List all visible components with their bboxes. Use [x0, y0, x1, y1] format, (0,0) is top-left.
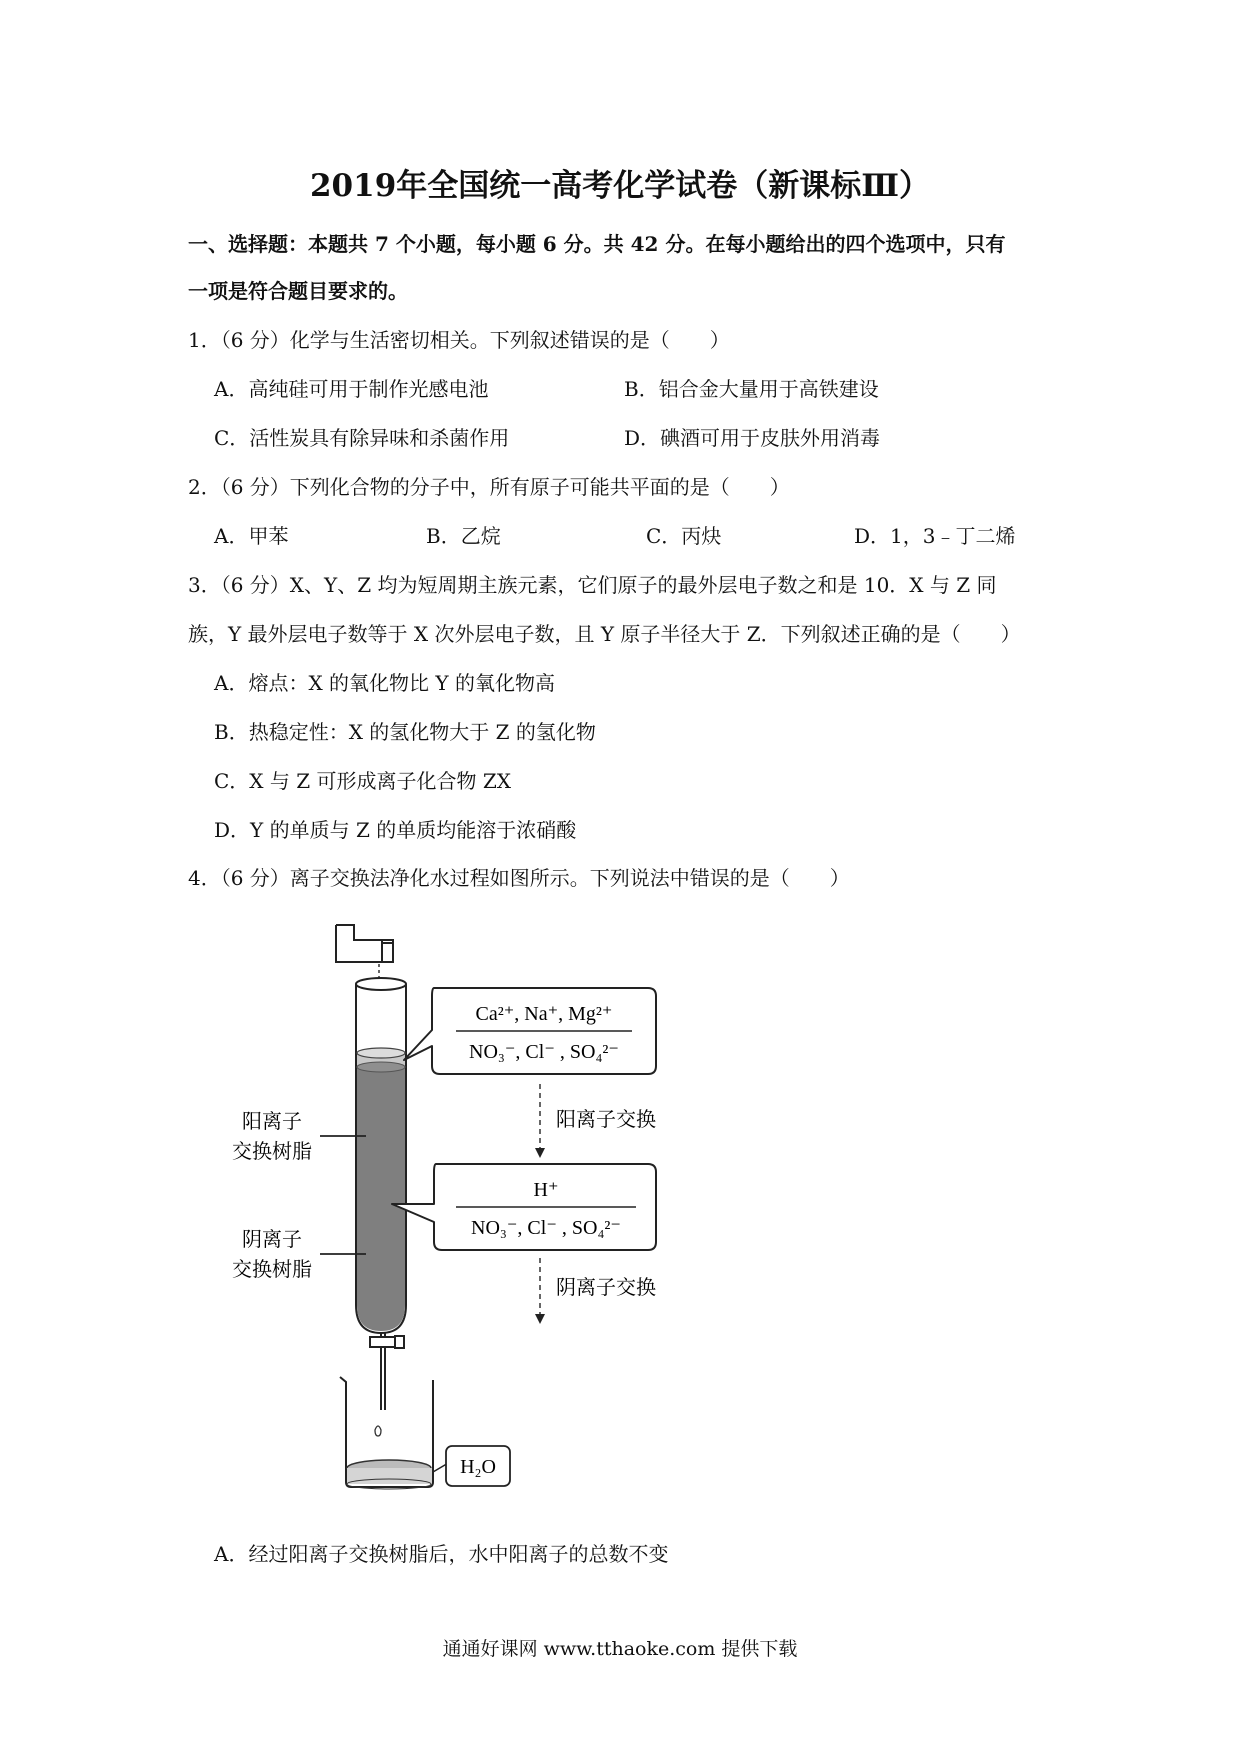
anion-resin-label-2: 交换树脂: [232, 1257, 312, 1281]
page-footer: 通通好课网 www.tthaoke.com 提供下载: [442, 1638, 798, 1660]
question-1-option-a: A．高纯硅可用于制作光感电池: [214, 377, 489, 401]
question-3-stem-line1: 3．（6 分）X、Y、Z 均为短周期主族元素，它们原子的最外层电子数之和是 10．X 与 Z 同: [188, 573, 997, 597]
h2o-callout: [433, 1446, 510, 1486]
anion-exchange-label: 阴离子交换: [556, 1275, 656, 1299]
section-heading-line1: 一、选择题：本题共 7 个小题，每小题 6 分。共 42 分。在每小题给出的四个选项中，只有: [188, 232, 1006, 256]
question-1-option-b: B．铝合金大量用于高铁建设: [624, 377, 879, 401]
faucet-icon: [336, 925, 393, 962]
question-4-stem: 4．（6 分）离子交换法净化水过程如图所示。下列说法中错误的是（ ）: [188, 866, 850, 890]
question-1-option-c: C．活性炭具有除异味和杀菌作用: [214, 426, 510, 450]
section-heading-line2: 一项是符合题目要求的。: [188, 279, 408, 303]
question-3-option-c: C．X 与 Z 可形成离子化合物 ZX: [214, 769, 512, 793]
h2o-label: H₂O: [460, 1456, 496, 1478]
bubble2-anions: NO₃⁻, Cl⁻ , SO₄²⁻: [471, 1217, 621, 1239]
question-1-option-d: D．碘酒可用于皮肤外用消毒: [624, 426, 881, 450]
beaker: [340, 1377, 433, 1489]
stopcock: [370, 1333, 404, 1436]
bubble2-cations: H⁺: [533, 1179, 559, 1201]
cation-resin-label-2: 交换树脂: [232, 1139, 312, 1163]
question-2-option-c: C．丙炔: [646, 524, 722, 548]
question-3-option-a: A．熔点：X 的氧化物比 Y 的氧化物高: [214, 671, 555, 695]
water-drop: [375, 1426, 381, 1436]
question-4-option-a: A．经过阳离子交换树脂后，水中阳离子的总数不变: [214, 1542, 669, 1566]
question-3-stem-line2: 族，Y 最外层电子数等于 X 次外层电子数，且 Y 原子半径大于 Z．下列叙述正确的是（ ）: [188, 622, 1021, 646]
question-2-option-b: B．乙烷: [426, 524, 501, 548]
question-2-option-a: A．甲苯: [214, 524, 289, 548]
ion-bubble-after: [392, 1164, 656, 1250]
exchange-column: [356, 978, 406, 1333]
page-title: 2019年全国统一高考化学试卷（新课标Ⅲ）: [309, 168, 931, 204]
question-2-stem: 2．（6 分）下列化合物的分子中，所有原子可能共平面的是（ ）: [188, 475, 790, 499]
cation-exchange-label: 阳离子交换: [556, 1107, 656, 1131]
question-3-option-b: B．热稳定性：X 的氢化物大于 Z 的氢化物: [214, 720, 596, 744]
bubble1-anions: NO₃⁻, Cl⁻ , SO₄²⁻: [469, 1041, 619, 1063]
ion-bubble-before: [404, 988, 656, 1074]
anion-resin-label-1: 阴离子: [242, 1227, 302, 1251]
question-3-option-d: D．Y 的单质与 Z 的单质均能溶于浓硝酸: [214, 818, 577, 842]
bubble1-cations: Ca²⁺, Na⁺, Mg²⁺: [475, 1003, 613, 1025]
cation-resin-label-1: 阳离子: [242, 1109, 302, 1133]
question-2-option-d: D．1，3﹣丁二烯: [854, 524, 1016, 548]
question-1-stem: 1．（6 分）化学与生活密切相关。下列叙述错误的是（ ）: [188, 328, 730, 352]
